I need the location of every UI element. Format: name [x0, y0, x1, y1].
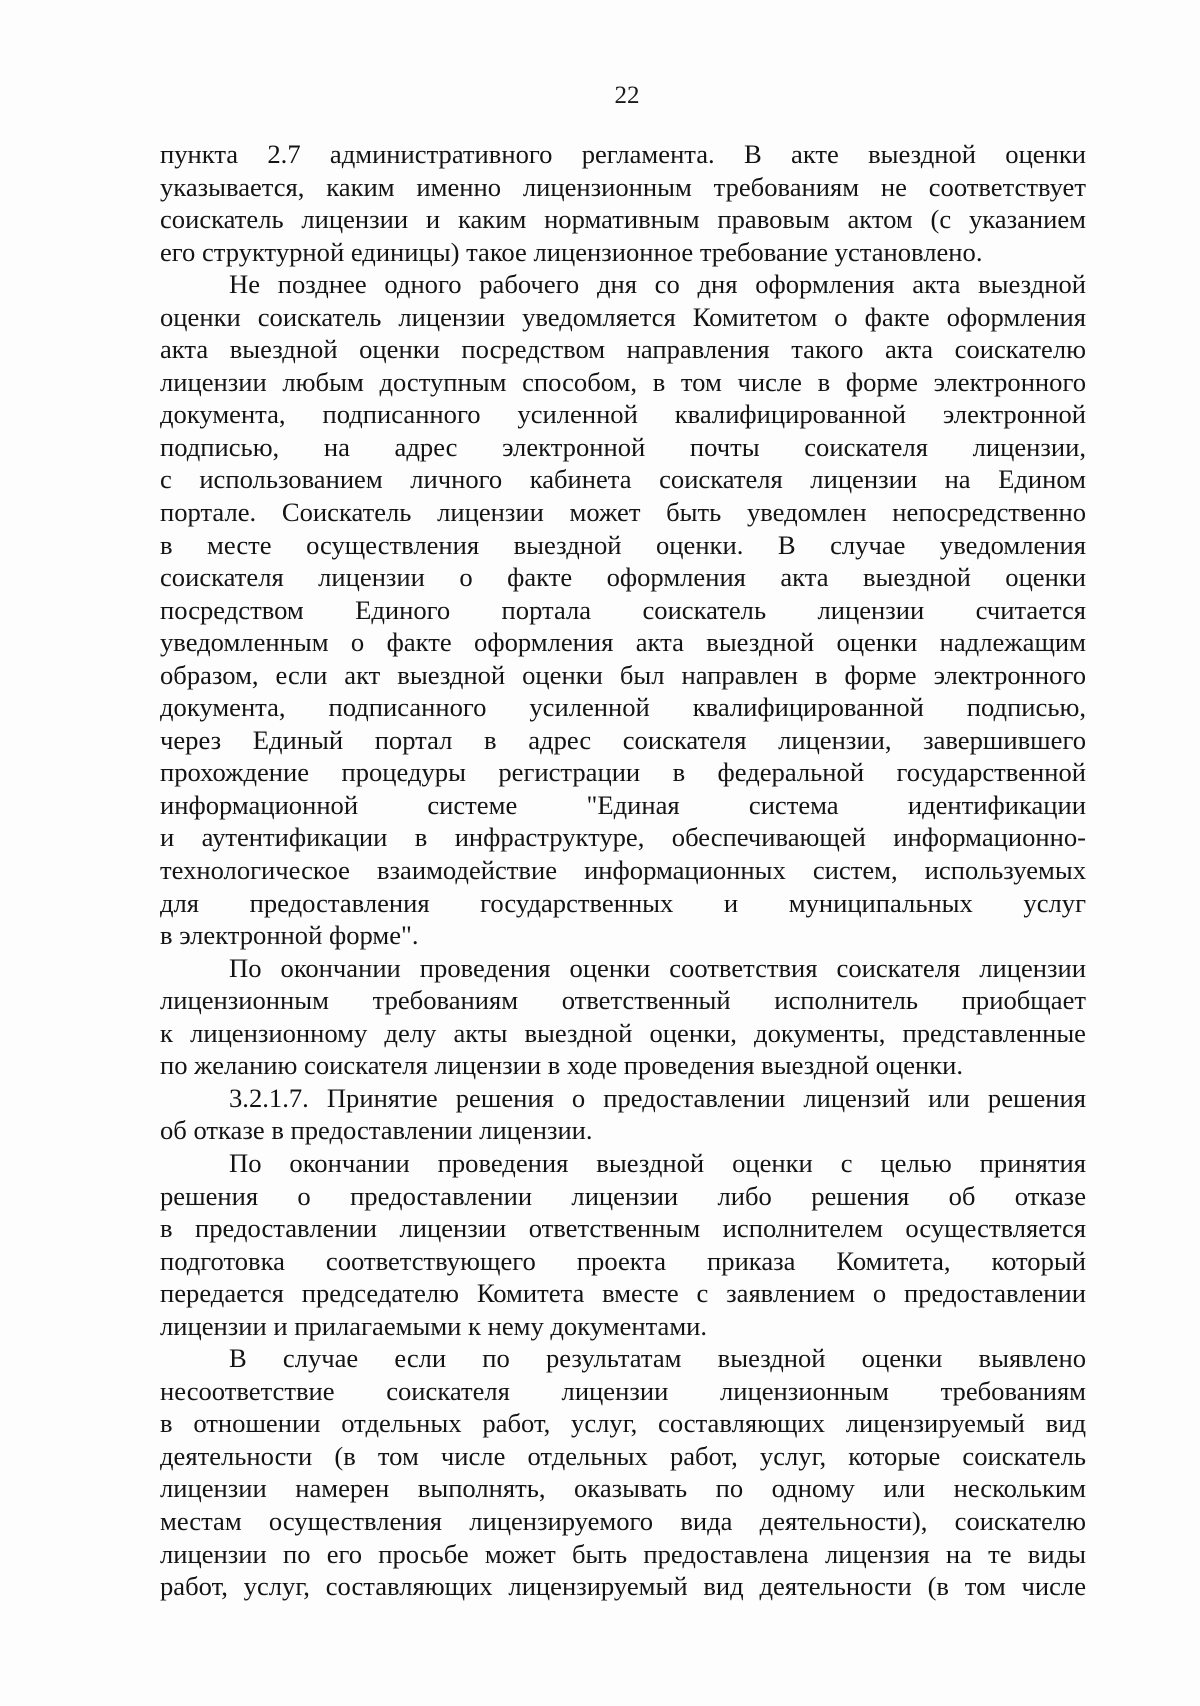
paragraph: [160, 1342, 1086, 1602]
text-line: По окончании проведения выездной оценки с целью принятия: [229, 1147, 1086, 1178]
text-line: В случае если по результатам выездной оценки выявлено: [229, 1343, 1086, 1374]
text-line: для предоставления государственных и муниципальных услуг: [160, 887, 1086, 918]
document-body: [160, 138, 1086, 1603]
text-line: лицензии по его просьбе может быть предоставлена лицензия на те виды: [160, 1538, 1086, 1569]
text-line: прохождение процедуры регистрации в федеральной государственной: [160, 757, 1086, 788]
text-line: в предоставлении лицензии ответственным исполнителем осуществляется: [160, 1213, 1086, 1244]
text-line: технологическое взаимодействие информационных систем, используемых: [160, 855, 1086, 886]
text-line: посредством Единого портала соискатель лицензии считается: [160, 594, 1086, 625]
paragraph: [160, 1082, 1086, 1147]
text-line: уведомленным о факте оформления акта выездной оценки надлежащим: [160, 627, 1086, 658]
text-line: указывается, каким именно лицензионным требованиям не соответствует: [160, 171, 1086, 202]
text-line: 3.2.1.7. Принятие решения о предоставлении лицензий или решения: [229, 1082, 1086, 1113]
text-line: деятельности (в том числе отдельных работ, услуг, которые соискатель: [160, 1440, 1086, 1471]
text-line: документа, подписанного усиленной квалифицированной электронной: [160, 399, 1086, 430]
paragraph: [160, 268, 1086, 951]
text-line: образом, если акт выездной оценки был направлен в форме электронного: [160, 659, 1086, 690]
text-line: в отношении отдельных работ, услуг, составляющих лицензируемый вид: [160, 1408, 1086, 1439]
text-line: по желанию соискателя лицензии в ходе проведения выездной оценки.: [160, 1050, 964, 1081]
text-line: лицензионным требованиям ответственный исполнитель приобщает: [160, 985, 1086, 1016]
text-line: портале. Соискатель лицензии может быть уведомлен непосредственно: [160, 497, 1086, 528]
text-line: об отказе в предоставлении лицензии.: [160, 1115, 593, 1146]
text-line: По окончании проведения оценки соответствия соискателя лицензии: [229, 952, 1086, 983]
text-line: лицензии и прилагаемыми к нему документами.: [160, 1310, 708, 1341]
text-line: информационной системе "Единая система идентификации: [160, 789, 1086, 820]
text-line: лицензии любым доступным способом, в том числе в форме электронного: [160, 366, 1086, 397]
text-line: местам осуществления лицензируемого вида деятельности), соискателю: [160, 1505, 1086, 1536]
text-line: подготовка соответствующего проекта приказа Комитета, который: [160, 1245, 1086, 1276]
text-line: и аутентификации в инфраструктуре, обеспечивающей информационно-: [160, 822, 1086, 853]
text-line: пункта 2.7 административного регламента. В акте выездной оценки: [160, 139, 1086, 169]
text-line: к лицензионному делу акты выездной оценки, документы, представленные: [160, 1017, 1086, 1048]
text-line: лицензии намерен выполнять, оказывать по одному или нескольким: [160, 1473, 1086, 1504]
text-line: его структурной единицы) такое лицензионное требование установлено.: [160, 236, 983, 267]
page-number: 22: [614, 82, 640, 109]
text-line: решения о предоставлении лицензии либо решения об отказе: [160, 1180, 1086, 1211]
text-line: акта выездной оценки посредством направления такого акта соискателю: [160, 334, 1086, 365]
text-line: документа, подписанного усиленной квалифицированной подписью,: [160, 692, 1086, 723]
text-line: соискателя лицензии о факте оформления акта выездной оценки: [160, 562, 1086, 593]
text-line: работ, услуг, составляющих лицензируемый вид деятельности (в том числе: [160, 1571, 1086, 1602]
text-line: соискатель лицензии и каким нормативным правовым актом (с указанием: [160, 204, 1086, 235]
paragraph: [160, 138, 1086, 268]
text-line: подписью, на адрес электронной почты соискателя лицензии,: [160, 431, 1086, 462]
text-line: несоответствие соискателя лицензии лицензионным требованиям: [160, 1375, 1086, 1406]
paragraph: [160, 952, 1086, 1082]
text-line: Не позднее одного рабочего дня со дня оформления акта выездной: [229, 269, 1086, 300]
text-line: с использованием личного кабинета соискателя лицензии на Едином: [160, 464, 1086, 495]
text-line: в электронной форме".: [160, 920, 419, 951]
text-line: в месте осуществления выездной оценки. В случае уведомления: [160, 529, 1086, 560]
text-line: передается председателю Комитета вместе с заявлением о предоставлении: [160, 1278, 1086, 1309]
text-line: оценки соискатель лицензии уведомляется Комитетом о факте оформления: [160, 301, 1086, 332]
text-line: через Единый портал в адрес соискателя лицензии, завершившего: [160, 724, 1086, 755]
paragraph: [160, 1147, 1086, 1342]
